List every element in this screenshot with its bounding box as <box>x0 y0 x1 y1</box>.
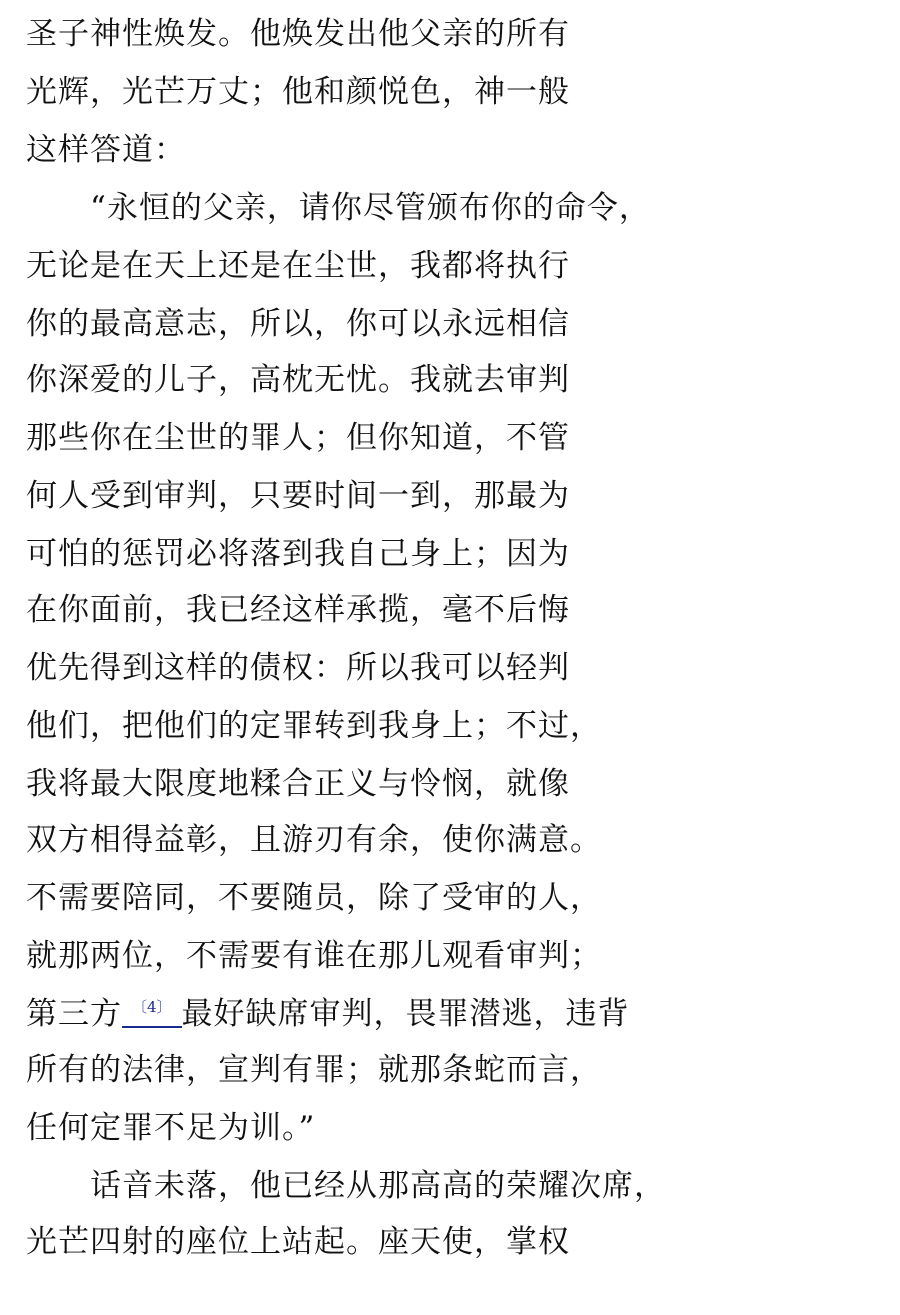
text-segment: 最好缺席审判，畏罪潜逃，违背 <box>181 996 630 1032</box>
footnote-link[interactable]: 〔4〕 <box>122 1000 182 1015</box>
text-line: “永恒的父亲，请你尽管颁布你的命令， <box>90 190 651 226</box>
text-line: 无论是在天上还是在尘世，我都将执行 <box>26 248 570 284</box>
text-line: 那些你在尘世的罪人；但你知道，不管 <box>26 420 570 456</box>
text-line: 光芒四射的座位上站起。座天使，掌权 <box>26 1224 570 1260</box>
text-line: 你深爱的儿子，高枕无忧。我就去审判 <box>26 362 570 398</box>
text-line: 这样答道： <box>26 132 186 168</box>
text-line: 话音未落，他已经从那高高的荣耀次席， <box>90 1168 666 1204</box>
text-line: 所有的法律，宣判有罪；就那条蛇而言， <box>26 1052 602 1088</box>
text-line: 光辉，光芒万丈；他和颜悦色，神一般 <box>26 74 570 110</box>
text-line: 圣子神性焕发。他焕发出他父亲的所有 <box>26 16 570 52</box>
text-line: 就那两位，不需要有谁在那儿观看审判； <box>26 938 602 974</box>
text-line: 他们，把他们的定罪转到我身上；不过， <box>26 708 602 744</box>
text-line: 任何定罪不足为训。” <box>26 1110 316 1146</box>
text-line: 你的最高意志，所以，你可以永远相信 <box>26 306 570 342</box>
text-line: 不需要陪同，不要随员，除了受审的人， <box>26 880 602 916</box>
text-line: 双方相得益彰，且游刃有余，使你满意。 <box>26 822 602 858</box>
text-line: 优先得到这样的债权：所以我可以轻判 <box>26 650 570 686</box>
text-line: 何人受到审判，只要时间一到，那最为 <box>26 478 570 514</box>
text-line: 可怕的惩罚必将落到我自己身上；因为 <box>26 536 570 572</box>
text-segment: 第三方 <box>26 996 122 1032</box>
text-line-with-footnote <box>26 994 630 1034</box>
text-line: 在你面前，我已经这样承揽，毫不后悔 <box>26 592 570 628</box>
text-line: 我将最大限度地糅合正义与怜悯，就像 <box>26 766 570 802</box>
